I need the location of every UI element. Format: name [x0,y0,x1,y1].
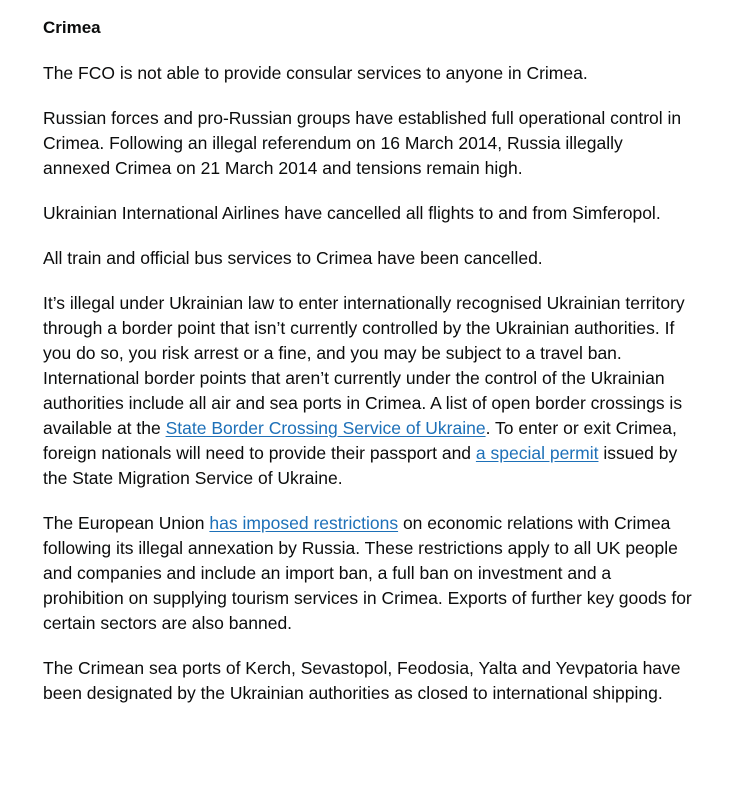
imposed-restrictions-link[interactable]: has imposed restrictions [209,513,399,533]
border-law-text-2: . To enter or exit Crimea, foreign nationals will need to provide their passport and [43,418,677,463]
special-permit-link[interactable]: a special permit [475,443,599,463]
paragraph-annexation: Russian forces and pro-Russian groups have established full operational control in Crimea. Following an illegal referendum on 16 March 2014, Russia illegally annexed Crimea on 21 March 2014 and tensions remain high. [43,108,682,178]
paragraph-border-law [43,291,693,491]
paragraph-consular: The FCO is not able to provide consular services to anyone in Crimea. [43,63,588,83]
border-law-text-1: It’s illegal under Ukrainian law to enter internationally recognised Ukrainian territory through a border point that isn’t currently controlled by the Ukrainian authorities. If you do so, you risk arrest or a fine, and you may be subject to a travel ban. International border points that aren’t currently under the control of the Ukrainian authorities include all air and sea ports in Crimea. A list of open border crossings is available at the [43,293,685,438]
paragraph-flights: Ukrainian International Airlines have cancelled all flights to and from Simferopol. [43,203,661,223]
paragraph-eu-restrictions [43,511,693,636]
section-heading: Crimea [43,18,101,37]
eu-text-2: on economic relations with Crimea following its illegal annexation by Russia. These restrictions apply to all UK people and companies and include an import ban, a full ban on investment and a prohibition on supplying tourism services in Crimea. Exports of further key goods for certain sectors are also banned. [43,513,692,633]
state-border-crossing-link[interactable]: State Border Crossing Service of Ukraine [165,418,486,438]
paragraph-train-bus: All train and official bus services to Crimea have been cancelled. [43,248,543,268]
border-law-text-3: issued by the State Migration Service of Ukraine. [43,443,678,488]
paragraph-sea-ports: The Crimean sea ports of Kerch, Sevastopol, Feodosia, Yalta and Yevpatoria have been designated by the Ukrainian authorities as closed to international shipping. [43,658,681,703]
eu-text-1: The European Union [43,513,210,533]
